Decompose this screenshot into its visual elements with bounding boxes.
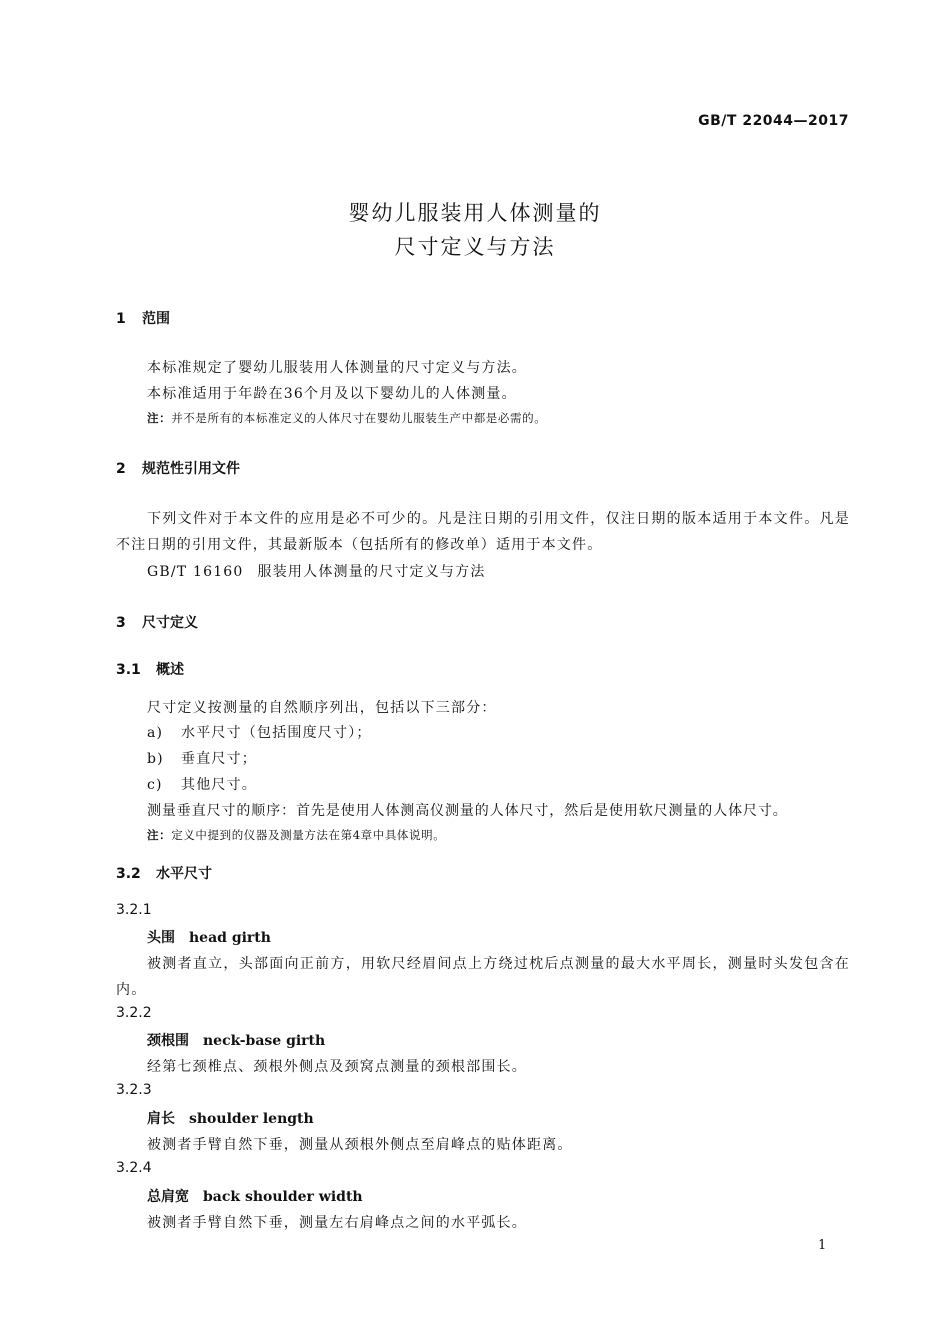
note-text: 并不是所有的本标准定义的人体尺寸在婴幼儿服装生产中都是必需的。: [171, 411, 547, 425]
note-text: 定义中提到的仪器及测量方法在第4章中具体说明。: [171, 828, 446, 842]
subsection-title: 概述: [156, 662, 184, 678]
subsection-number: 3.1: [116, 662, 141, 678]
term-chinese: 头围: [147, 930, 175, 946]
term-definition: 经第七颈椎点、颈根外侧点及颈窝点测量的颈根部围长。: [147, 1059, 527, 1075]
subsection-number: 3.2: [116, 866, 141, 882]
term-number: 3.2.3: [116, 1082, 152, 1098]
list-item: [147, 774, 257, 794]
term-number: 3.2.1: [116, 902, 152, 918]
term-english: shoulder length: [189, 1111, 314, 1127]
document-title-line2: 尺寸定义与方法: [394, 235, 556, 259]
list-item: [147, 722, 372, 742]
term-heading: [147, 1030, 325, 1050]
term-chinese: 总肩宽: [147, 1189, 189, 1205]
term-heading: [147, 927, 271, 947]
term-english: head girth: [189, 930, 271, 946]
list-text: 其他尺寸。: [181, 777, 257, 793]
list-item: [147, 748, 257, 768]
term-heading: [147, 1186, 363, 1206]
subsection-3-2-heading: [116, 863, 212, 883]
list-marker: b): [147, 751, 164, 767]
note-label: 注：: [147, 828, 172, 842]
section-number: 1: [116, 311, 126, 327]
list-marker: c): [147, 777, 163, 793]
section-2-heading: [116, 458, 240, 478]
term-definition: 被测者手臂自然下垂，测量从颈根外侧点至肩峰点的贴体距离。: [147, 1137, 573, 1153]
page-number: 1: [818, 1238, 827, 1253]
subsection-title: 水平尺寸: [156, 866, 212, 882]
document-title-line1: 婴幼儿服装用人体测量的: [348, 201, 602, 225]
section-2-paragraph: 下列文件对于本文件的应用是必不可少的。凡是注日期的引用文件，仅注日期的版本适用于本文件。凡是不注日期的引用文件，其最新版本（包括所有的修改单）适用于本文件。: [116, 511, 850, 553]
note-label: 注：: [147, 411, 172, 425]
section-title: 规范性引用文件: [142, 461, 240, 477]
subsection-3-1-paragraph-1: 尺寸定义按测量的自然顺序列出，包括以下三部分：: [147, 700, 497, 716]
term-number: 3.2.2: [116, 1005, 152, 1021]
list-marker: a): [147, 725, 164, 741]
term-english: neck-base girth: [203, 1033, 326, 1049]
reference-code: GB/T 16160: [147, 564, 244, 580]
standard-code: GB/T 22044—2017: [698, 113, 849, 129]
section-title: 尺寸定义: [142, 615, 198, 631]
term-chinese: 颈根围: [147, 1033, 189, 1049]
subsection-3-1-note: [147, 827, 445, 843]
list-text: 水平尺寸（包括围度尺寸）；: [181, 725, 372, 741]
term-english: back shoulder width: [203, 1189, 363, 1205]
term-number: 3.2.4: [116, 1160, 152, 1176]
term-chinese: 肩长: [147, 1111, 175, 1127]
section-number: 2: [116, 461, 126, 477]
term-heading: [147, 1108, 314, 1128]
reference-title: 服装用人体测量的尺寸定义与方法: [257, 564, 486, 580]
section-number: 3: [116, 615, 126, 631]
section-1-paragraph-1: 本标准规定了婴幼儿服装用人体测量的尺寸定义与方法。: [147, 360, 527, 376]
normative-reference: [147, 561, 486, 581]
section-3-heading: [116, 612, 198, 632]
subsection-3-1-heading: [116, 659, 184, 679]
section-1-paragraph-2: 本标准适用于年龄在36个月及以下婴幼儿的人体测量。: [147, 386, 517, 402]
list-text: 垂直尺寸；: [181, 751, 257, 767]
subsection-3-1-paragraph-2: 测量垂直尺寸的顺序：首先是使用人体测高仪测量的人体尺寸，然后是使用软尺测量的人体尺寸。: [147, 803, 788, 819]
section-1-note: [147, 410, 546, 426]
term-definition: 被测者手臂自然下垂，测量左右肩峰点之间的水平弧长。: [147, 1215, 527, 1231]
term-definition: 被测者直立，头部面向正前方，用软尺经眉间点上方绕过枕后点测量的最大水平周长，测量时头发包含在内。: [116, 956, 850, 998]
section-title: 范围: [142, 311, 170, 327]
section-1-heading: [116, 308, 170, 328]
